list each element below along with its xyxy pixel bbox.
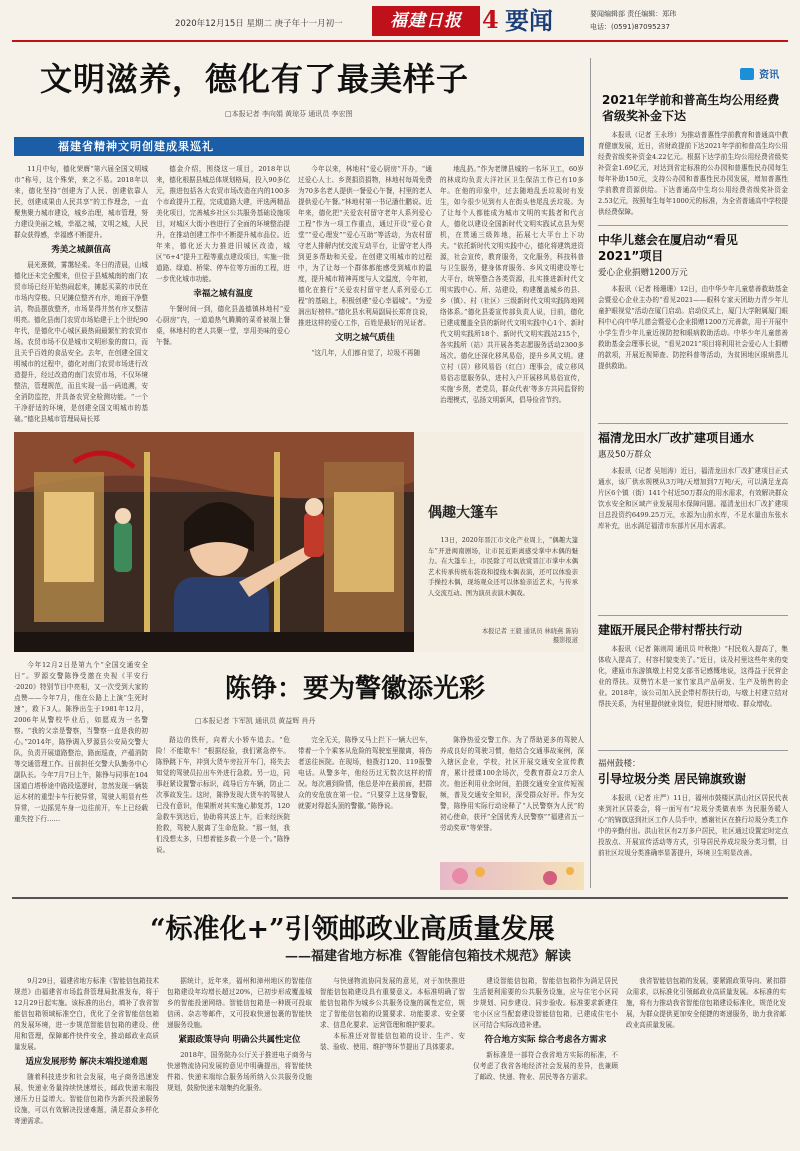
bottom-col3-para: 与快递物流协同发展的意见，对于加快推进智能信包箱建设具有重要意义。本标准明确了智能信包箱作为城乡公共服务设施的属性定位，规定了智能信包箱的设置要求、功能要求、安全要求、信息化要求、运营管理和维护要求。	[320, 977, 465, 1029]
editor-line: 要闻编辑部 责任编辑：郑玮	[590, 10, 677, 18]
bottom-col-3	[320, 976, 465, 1141]
lead-right-divider	[590, 58, 591, 888]
news-3-body: 本报讯（记者 吴旭涛）近日，福清龙田水厂改扩建项目正式通水，该厂供水规模从3万吨/天增加到7万吨/天，可以满足龙高片区6个镇（街）141个村近50万群众的用水需求，有效解决群众饮水安全和区域产业发展用水保障问题。福清龙田水厂改扩建项目总投资约6499.25万元，水源为山前水库，不足水量由东张水库补充，出水满足福清市东部片区用水需求。	[598, 467, 788, 530]
lead-byline: □本报记者 李向娟 黄琼芬 通讯员 李宏图	[225, 110, 353, 118]
bottom-col2-para: 据统计，近年来，福州和漳州地区的智能信包箱建设年均增长超过20%，已初步形成覆盖城乡的智能投递网络。智能信包箱是一种既可投取信函、杂志等邮件，又可投取快递包裹的智能快递服务设施。	[167, 977, 312, 1029]
bottom-subhead: ——福建省地方标准《智能信包箱技术规范》解读	[285, 949, 572, 964]
news-2-subtitle: 爱心企业捐赠1200万元	[598, 268, 688, 278]
news-badge-icon	[740, 68, 754, 80]
news-badge	[740, 63, 779, 79]
bottom-col1-subhead: 适应发展形势 解决末端投递难题	[25, 1057, 148, 1067]
news-5-title: 引导垃圾分类 居民锦旗致谢	[598, 772, 747, 786]
bottom-col-1	[14, 976, 159, 1141]
bottom-col4-subhead: 符合地方实际 综合考虑各方需求	[484, 1035, 607, 1045]
photo-credit: 本报记者 王毅 通讯员 林晓燕 陈钧 摄影报道	[481, 628, 578, 644]
news-item-5	[598, 757, 788, 889]
news-item-3	[598, 430, 788, 615]
news-1-body: 本报讯（记者 王永珍）为推动普惠性学前教育和普通高中教育健康发展，近日，省财政提前下达2021年学前和普高生均公用经费省级奖补资金4.22亿元。根据下达学前生均公用经费省级奖补资金1.69亿元，对达到省定标准的公办园和普惠性民办园每生每年补助150元，支持公办园和普惠性民办园发展，增加普惠性学前教育资源供给。下达普通高中生均公用经费省级奖补资金2.53亿元，按照每生每年1000元的标准，为全省普通高中学校提供经费保障。	[598, 131, 788, 216]
header-rule	[12, 40, 788, 42]
news-2-body: 本报讯（记者 杨珊珊）12日，由中华少年儿童慈善救助基金会暨爱心企业主办的“看见2021——眼科专家天团助力青少年儿童护眼视觉”活动在厦门启动。启动仪式上，厦门大学附属厦门眼科中心向中华儿慈会暨爱心企业捐赠1200万元善款，用于开展中小学生青少年儿童近视防控和眼病救助活动。中华少年儿童慈善救助基金会理事长说，“看见2021”项目将利用社会爱心人士捐赠的款项，开展近视筛查、防控科普等活动，为贫困地区眼病患儿提供救助。	[598, 285, 788, 370]
lead-col2b-para: 午餐时间一到，德化县盖德镇林地村“爱心厨房”内，一道道热气腾腾的菜肴被端上餐桌，林地村的老人共聚一堂，享用美味的爱心午餐。	[156, 305, 290, 346]
decorative-banner-image	[440, 862, 584, 890]
bottom-rule	[12, 897, 788, 899]
phone-line: 电话：(0591)87095237	[590, 23, 670, 31]
bottom-col1b-para: 随着科技进步和社会发展，电子商务迅速发展，快递业务量持续快速增长，邮政快递末端投递压力日益增大。智能信包箱作为新兴投递服务设施，可以有效解决投递难题，满足群众多样化寄递需求。	[14, 1073, 159, 1125]
lead-col3b-para: “这几年，人们都自觉了，垃圾不再随	[311, 349, 421, 357]
bottom-col4b-para: 新标准是一部符合我省地方实际的标准，不仅考虑了我省各地经济社会发展的差异，也兼顾了邮政、快递、物业、居民等各方需求。	[473, 1051, 618, 1081]
news-item-1	[598, 92, 788, 242]
news-3-subtitle: 惠及50万群众	[598, 450, 652, 460]
bottom-headline: “标准化+”引领邮政业高质量发展	[150, 914, 555, 945]
story2-byline: □本报记者 卞军凯 通讯员 黄益辉 肖丹	[195, 717, 316, 725]
page-header	[0, 0, 800, 40]
lead-column-2	[156, 164, 290, 429]
news-5-body: 本报讯（记者 庄严）11日，福州市鼓楼区洪山社区居民代表来到社区居委会，将一面写有“垃圾分类做表率 为民服务暖人心”的锦旗送到社区工作人员手中，感谢社区在推行垃圾分类工作中的辛勤付出。洪山社区有2万多户居民，社区通过设置定时定点投放点、开展宣传活动等方式，引导居民养成垃圾分类习惯，目前社区垃圾分类准确率显著提升，环境卫生明显改善。	[598, 794, 788, 857]
bottom-col4-para: 建设智能信包箱，智能信包箱作为满足居民生活便利需要的公共服务设施，应与住宅小区同步规划、同步建设、同步验收。标准要求新建住宅小区应当配套建设智能信包箱，已建成住宅小区可结合实际改造补建。	[473, 977, 618, 1029]
bottom-col-5	[626, 976, 786, 1141]
news-1-title: 2021年学前和普高生均公用经费省级奖补金下达	[602, 93, 780, 123]
flower-decoration-icon	[440, 862, 584, 890]
lead-col1-para: 11月中旬，德化荣膺“第六届全国文明城市”称号，这个殊荣，来之不易。2018年以来，德化坚持“创建为了人民、创建依靠人民，创建成果由人民共享”的工作理念，一直聚焦聚力城市建设，城乡治理，城市管理，努力建设美丽之城，幸福之城，文明之城，人民群众获得感，幸福感不断提升。	[14, 165, 148, 239]
lead-column-3	[298, 164, 432, 429]
news-2-title: 中华儿慈会在厦启动“看见2021”项目	[598, 233, 738, 263]
lead-col3-subhead: 文明之城气质佳	[335, 333, 395, 343]
lead-col2-subhead: 幸福之城有温度	[193, 289, 253, 299]
page-number: 4	[482, 5, 499, 34]
story2-headline: 陈铮：要为警徽添光彩	[225, 674, 486, 704]
bottom-col-2	[167, 976, 312, 1141]
issue-date: 2020年12月15日 星期二 庚子年十一月初一	[175, 19, 343, 29]
story2-col2: 路边的铁杆，向着大小轿车追去。“危险！不能歇车！”根据经验，我们紧急停车。陈铮跳下车，冲到大货车旁拉开车门，将失去知觉的驾驶员拉出车外进行急救。另一边，同事赶紧设置警示标识，疏导后方车辆，防止二次事故发生。这时，陈铮发现大货车的驾驶人已没有意识，他果断对其实施心肺复苏，120急救车到达后，协助将其送上车，后来经医院抢救，驾驶人脱离了生命危险。“那一刻，我们没想太多，只想着能多救一个是一个。”陈铮说。	[156, 736, 290, 854]
news-3-title: 福清龙田水厂改扩建项目通水	[598, 431, 755, 445]
banner-text: 福建省精神文明创建成果巡礼	[58, 140, 214, 153]
lead-col2-para: 德金介绍，围绕这一项目，2018年以来，德化根据县城总体规划格局，投入90多亿元，推进包括各大农贸市场改造在内的100多个市政提升工程，完成道路大建，评选两精品美化项目，完善城乡社区公共服务基础设施项目，对城区大街小巷进行了全面的环境整治提升，在推动创建工作中不断提升城市品位。近年来，德化还大力推进旧城区改造，城区“6+4”提升工程等重点建设项目，实施一批道路、绿道、桥梁、停车位等方面的工程，进一步优化城市功能。	[156, 165, 290, 283]
lead-banner	[14, 137, 584, 156]
news-4-title: 建瓯开展民企带村帮扶行动	[598, 623, 743, 637]
lead-col1b-para: 晨光熹微，雾霭轻柔。冬日的清晨，山城德化还未完全醒来，但位于县城城南的南门农贸市场已经开始热闹起来，摊起买菜的市民在市场内穿梭。只见摊位整齐有序，地面干净整洁，物品摆放整齐，市场显得井然有序又整洁明亮。德化县南门农贸市场始建于上个世纪90年代，是德化中心城区最热闹最繁忙的农贸市场。农贸市场不仅是城市文明形象的窗口，而且关乎百姓的食品安全。去年，在创建全国文明城市的过程中，德化对南门农贸市场进行改造提升，经过改造的南门农贸市场，不仅环境整洁，管理规范，而且实现一品一码追溯，安全消防监控，并具备农贸全检测功能。“一个干净舒适的环境，是创建全国文明城市的基础。”德化县城市管理局局长郑	[14, 261, 148, 423]
lead-col4-para: 地乱扔。”作为老牌县城的一名环卫工，60岁的林成均负责大洋社区卫生保洁工作已有10多年。在他的印象中，过去随地乱丢垃圾时有发生，如今很少见到有人在街头巷尾乱丢垃圾。为了让每个人都能成为城市文明的实践者和代言人，德化以建设全国新时代文明实践试点县为契机，在贯通三级阵地，拓展七大平台上下功夫。“依托新时代文明实践中心，德化将建筑进资源，社会宣传，教育服务，文化服务，科技科普与卫生服务，健身体育服务、乡风文明建设等七大平台，统筹整合各类资源，扎实推进新时代文明实践中心、所、站建设，构建覆盖城乡的县、乡（镇）、村（社区）三级新时代文明实践阵地网络体系。”德化县委宣传部负责人说，目前，德化已建成覆盖全县的新时代文明实践中心1个、新时代文明实践所18个、新时代文明实践站215个，各实践所（站）共开展各类志愿服务活动2300多场次。德化还深化移风易俗，提升乡风文明。建立村（居）移风易俗（红白）理事会，成立移风易俗志愿服务队，进村入户开展移风易俗宣传，实施‘乡贤，老党员，群众代表’等多方共同监督的治理模式，弘扬文明新风，倡导俭省节约。	[440, 165, 584, 404]
news-item-2	[598, 232, 788, 432]
section-title: 要闻	[505, 6, 553, 35]
news-badge-label: 资讯	[759, 70, 780, 81]
lead-headline: 文明滋养，德化有了最美样子	[40, 60, 470, 98]
lead-col3-para: 今年以来，林地村“爱心厨房”开办，“通过爱心人士、乡贤捐资捐物，林地村每周免费为70多名老人提供一餐爱心午餐，村里的老人提供爱心午餐。”林地村第一书记潘仕鹏说。近年来，德化把“关爱农村留守老年人系列爱心工程”作为一项工作重点，通过开设“爱心食堂”“爱心理发”“爱心互助”等活动，为农村留守老人排解内忧交流互动平台，让留守老人得到更多帮助和关爱。在创建文明城市的过程中，为了让每一个群体都能感受到城市的温度，提升城市精神再度与人文温度，今年初，德化在推行“关爱农村留守老人系列爱心工程”的基础上，积极创建“爱心幸福城”。“为爱润出好榜样。”德化县水利局副局长郑育良说，推进这样的爱心工作，百姓是最好的见证者。	[298, 165, 432, 327]
bottom-col3b-para: 本标准还对智能信包箱的设计、生产、安装、验收、使用、维护等环节提出了具体要求。	[320, 1032, 465, 1051]
lead-column-1	[14, 164, 148, 429]
photo-caption-box	[414, 432, 584, 652]
bottom-col2b-para: 2018年，国务院办公厅关于推进电子商务与快递物流协同发展的意见中明确提出，将智能快件箱、快递末端综合服务场所纳入公共服务设施规划，鼓励快递末端集约化服务。	[167, 1051, 312, 1092]
masthead-logo: 福建日报	[372, 6, 480, 36]
bottom-col1-para: 9月29日，福建省地方标准《智能信包箱技术规范》由福建省市场监督管理局批准发布，将于12月29日起实施。该标准的出台，填补了我省智能信包箱领域标准空白，优化了全省智能信包箱的发展环境，进一步规范智能信包箱的建设、使用和管理，保障邮件快件安全，推动邮政业高质量发展。	[14, 977, 159, 1051]
puppet-photo-illustration	[14, 432, 414, 652]
story2-intro: 今年12月2日是第九个“全国交通安全日”。罗源交警陈铮受邀在央视《平安行·2020》特别节目中亮相，又一次受到大家的点赞——今年7月，他在公路上上演“生死时速”，救下3人。陈铮出生于1981年12月，2006年从警校毕业后，如愿成为一名警察。“我的父亲是警察，当警察一直是我的初心。”2014年，陈铮调入罗源县公安局交警大队，负责开展道路整治，路面巡查，产蕴消防等交通管理工作。日前担任交警大队勤务中心副队长。今年7月7日上午，陈铮与同事在104国道白塔桥途中路段巡逻时，忽然发现一辆装运木材的重型卡车行驶异常，驾驶人明显有些异常，一边摇晃车身一边往前开，车上已经载重失控下行……	[14, 661, 148, 823]
news-5-kicker: 福州鼓楼：	[598, 759, 641, 769]
bottom-col2-subhead: 紧跟政策导向 明确公共属性定位	[178, 1035, 301, 1045]
lead-column-4	[440, 164, 584, 429]
bottom-col5-para: 我省智能信包箱的发展，要紧跟政策导向、紧扣群众需求，以标准化引领邮政业高质量发展。本标准的实施，将有力推动我省智能信包箱建设标准化，规范化发展，为群众提供更加安全便捷的寄递服务，助力我省邮政业高质量发展。	[626, 977, 786, 1029]
bottom-col-4	[473, 976, 618, 1141]
news-item-4	[598, 622, 788, 747]
story2-col4: 陈铮热爱交警工作。为了帮助更多的驾驶人养成良好的驾驶习惯，他结合交通事故案例，深入辖区企业，学校，社区开展交通安全宣传教育，累计授课100余场次，受教育群众2万余人次。他还利用业余时间，拍摄交通安全宣传短视频，普及交通安全知识，深受群众好评。作为交警，陈铮用实际行动诠释了“人民警察为人民”的初心使命，获评“全国优秀人民警察”“福建省五一劳动奖章”等荣誉。	[440, 736, 584, 832]
right-rule-4	[598, 750, 788, 751]
right-rule-2	[598, 423, 788, 424]
puppet-photo	[14, 432, 414, 652]
story2-col3: 完全无关，陈铮又马上拦下一辆大巴车，带着一个个乘客从危险的驾驶室里撤离，将伤者送往医院。在现场，他拨打120、119报警电话。从警多年，他经历过无数次这样的情况。每次遇到险情，他总是冲在最前面，把群众的安危放在第一位。“只要穿上这身警服，就要对得起头顶的警徽。”陈铮说。	[298, 736, 432, 810]
photo-caption-body: 13日，2020年晋江市文化产业周上，“偶趣大篷车”开进闽南剧场，让市民近距离感受掌中木偶的魅力。在大篷车上，市民除了可以欣赏晋江市掌中木偶艺术传承传统布袋戏和提线木偶表演，还可以体验亲手操控木偶，现场观众还可以体验亲近艺术，与传承人交流互动。图为演员表演木偶戏。	[428, 537, 578, 597]
news-4-body: 本报讯（记者 陈则周 通讯员 叶秋艳）“村民收入提高了，集体收入提高了，村容村貌变美了。”近日，谈及村里这些年来的变化，建瓯市东游镇墩上村党支部书记感慨地说，这得益于民营企业的帮扶。双赞竹木是一家竹家具产品研发、生产及销售的企业。2018年，该公司加入民企带村帮扶行动，与墩上村建立结对帮扶关系，为村里提供就业岗位，促进村财增收、群众增收。	[598, 645, 788, 708]
lead-col1-subhead: 秀美之城颜值高	[51, 245, 111, 255]
right-rule-3	[598, 615, 788, 616]
photo-caption-title: 偶趣大篷车	[428, 505, 498, 521]
right-rule-1	[598, 225, 788, 226]
